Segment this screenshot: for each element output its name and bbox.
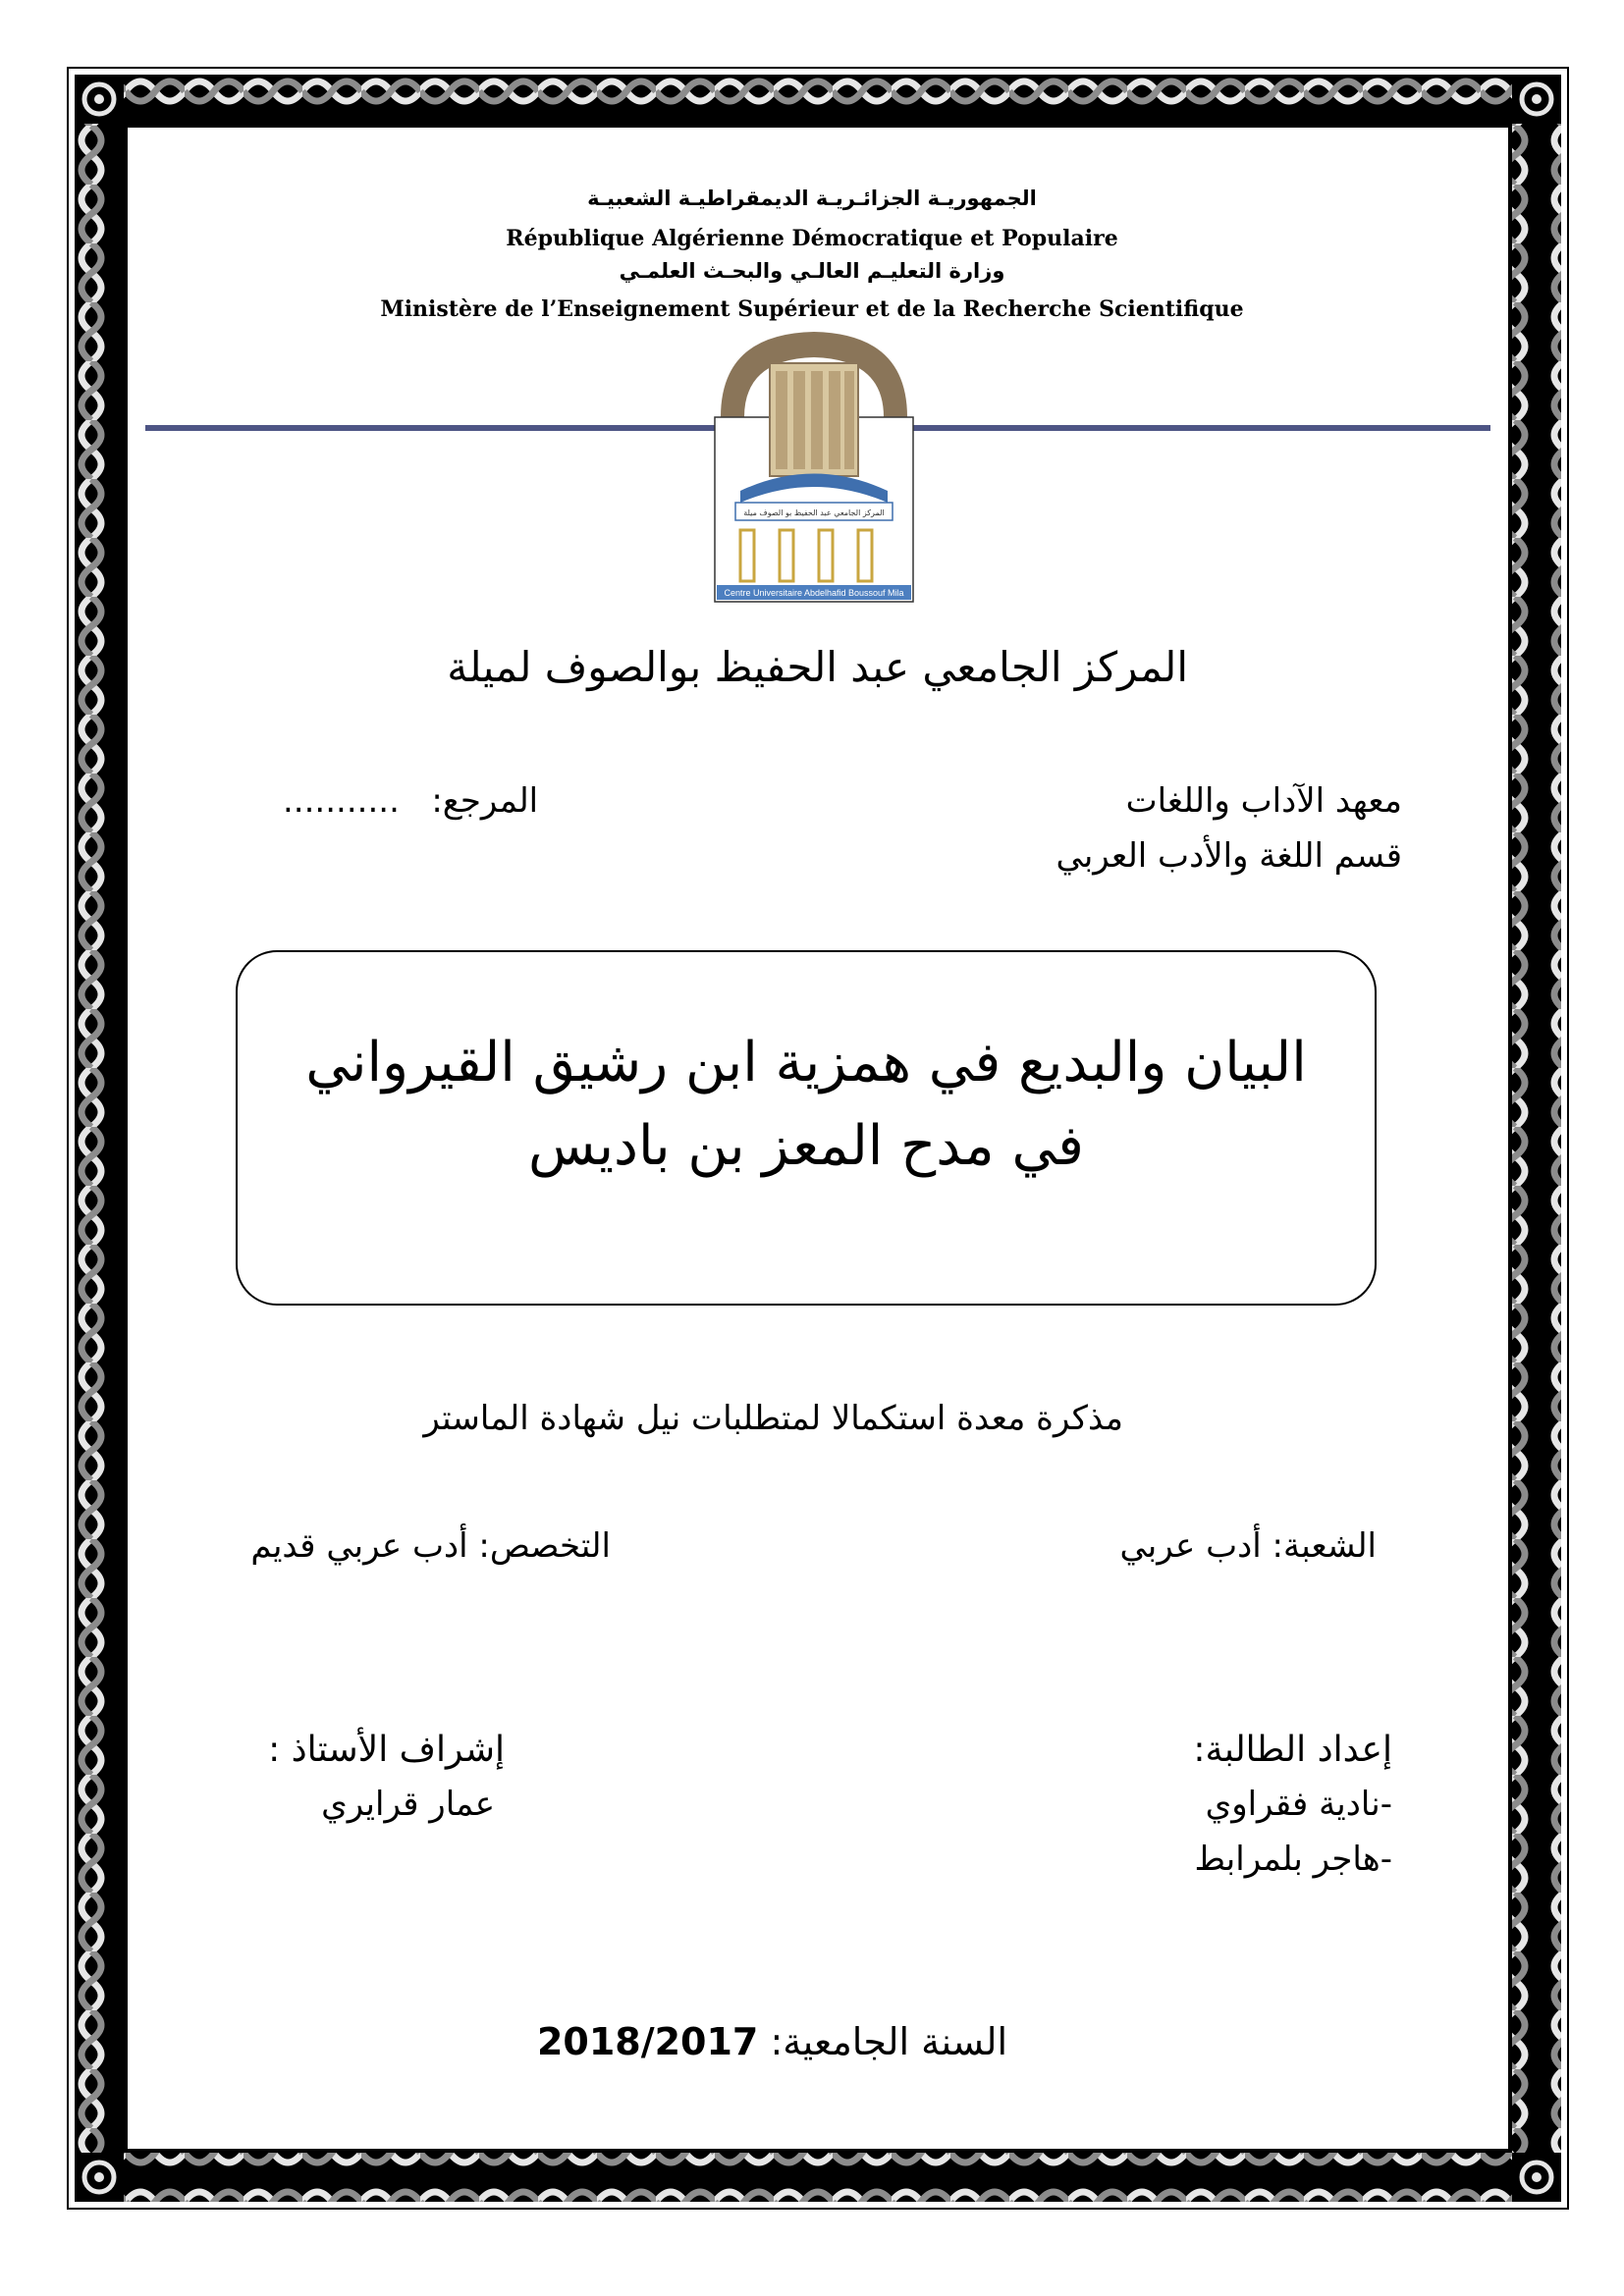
logo-caption: Centre Universitaire Abdelhafid Boussouf Mila — [724, 588, 904, 598]
academic-year — [537, 2020, 1007, 2063]
student-name-2: -هاجر بلمرابط — [1194, 1840, 1392, 1879]
academic-year-label: السنة الجامعية: — [770, 2020, 1007, 2063]
specialty-field: التخصص: أدب عربي قديم — [250, 1526, 611, 1566]
ministry-french: Ministère de l’Enseignement Supérieur et de la Recherche Scientifique — [380, 296, 1244, 322]
corner-ornament-bl — [75, 2153, 124, 2202]
ministry-arabic: وزارة التعليـم العالـي والبحـث العلمـي — [619, 259, 1005, 283]
university-logo — [711, 324, 917, 604]
logo-inner-text: المركز الجامعي عبد الحفيظ بو الصوف ميلة — [743, 508, 885, 517]
reference-field — [283, 781, 538, 821]
republic-french: République Algérienne Démocratique et Populaire — [506, 226, 1118, 251]
reference-value: ........... — [283, 781, 400, 821]
thesis-title-box — [236, 950, 1377, 1306]
thesis-title-line1: البيان والبديع في همزية ابن رشيق القيرواني — [305, 1031, 1307, 1095]
academic-year-value: 2018/2017 — [536, 2020, 759, 2063]
corner-ornament-br — [1512, 2153, 1561, 2202]
supervisor-name: عمار قرايري — [321, 1785, 495, 1824]
students-label: إعداد الطالبة: — [1193, 1730, 1392, 1770]
republic-arabic: الجمهوريـة الجزائـريـة الديمقراطيـة الشعبيـة — [587, 187, 1037, 210]
institute-name: معهد الآداب واللغات — [1125, 781, 1402, 821]
university-name: المركز الجامعي عبد الحفيظ بوالصوف لميلة — [447, 643, 1188, 691]
branch-field: الشعبة: أدب عربي — [1119, 1526, 1377, 1566]
student-name-1: -نادية فقراوي — [1205, 1785, 1392, 1824]
department-name: قسم اللغة والأدب العربي — [1056, 836, 1402, 876]
corner-ornament-tr — [1512, 75, 1561, 124]
corner-ornament-tl — [75, 75, 124, 124]
reference-label: المرجع: — [431, 781, 539, 821]
supervisor-label: إشراف الأستاذ : — [268, 1730, 505, 1770]
thesis-purpose: مذكرة معدة استكمالا لمتطلبات نيل شهادة الماستر — [423, 1399, 1123, 1438]
thesis-title-line2: في مدح المعز بن باديس — [528, 1114, 1084, 1178]
